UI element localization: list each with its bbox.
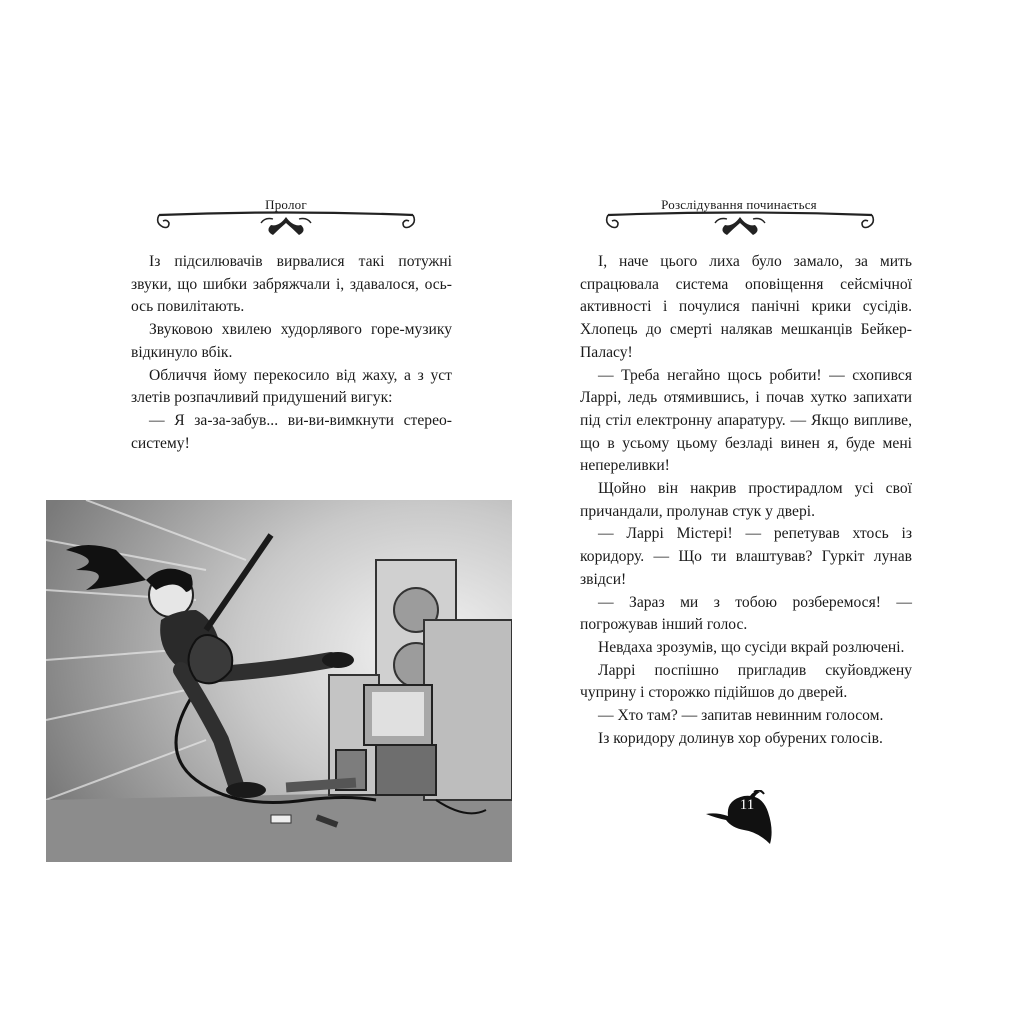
paragraph: Щойно він накрив простирадлом усі свої причандали, пролунав стук у двері.	[580, 480, 912, 520]
paragraph: Ларрі поспішно пригладив скуйовджену чуприну і сторожко підійшов до дверей.	[580, 661, 912, 702]
ornament-divider-icon	[155, 209, 417, 243]
paragraph: — Треба негайно щось робити! — схопився Ларрі, ледь отямившись, і почав хутко запихати під стіл електронну апаратуру. — Якщо випливе, що в усьому цьому безладі винен я, буде мені непереливки!	[580, 366, 912, 475]
page-number-badge	[704, 790, 776, 848]
left-text-block	[131, 251, 452, 455]
paragraph: — Хто там? — запитав невинним голосом.	[598, 707, 884, 725]
boy-with-guitar-illustration-icon	[46, 500, 512, 862]
illustration	[46, 500, 512, 862]
paragraph: І, наче цього лиха було замало, за мить спрацювала система оповіщення сейсмічної активності і почулися панічні крики сусідів. Хлопець до смерті налякав мешканців Бейкер-Паласу!	[580, 253, 912, 361]
paragraph: Звуковою хвилею худорлявого горе-музику відкинуло вбік.	[131, 321, 452, 361]
paragraph: — Ларрі Містері! — репетував хтось із коридору. — Що ти влаштував? Гуркіт лунав звідси!	[580, 525, 912, 588]
paragraph: Із підсилювачів вирвалися такі потужні звуки, що шибки забряжчали і, здавалося, ось-ось повилітають.	[131, 253, 452, 316]
running-header-right: Розслідування починається	[661, 197, 817, 212]
paragraph: Невдаха зрозумів, що сусіди вкрай розлючені.	[598, 638, 905, 656]
paragraph: — Я за-за-забув... ви-ви-вимкнути стереосистему!	[131, 411, 452, 452]
paragraph: — Зараз ми з тобою розберемося! — погрожував інший голос.	[580, 593, 912, 634]
running-header-left: Пролог	[265, 197, 307, 212]
right-page	[512, 0, 1024, 1024]
paragraph: Обличчя йому перекосило від жаху, а з уст злетів розпачливий придушений вигук:	[131, 366, 452, 407]
paragraph: Із коридору долинув хор обурених голосів.	[598, 729, 883, 747]
ornament-divider-icon	[604, 209, 876, 243]
right-text-block	[580, 251, 912, 750]
page-number: 11	[739, 797, 755, 813]
